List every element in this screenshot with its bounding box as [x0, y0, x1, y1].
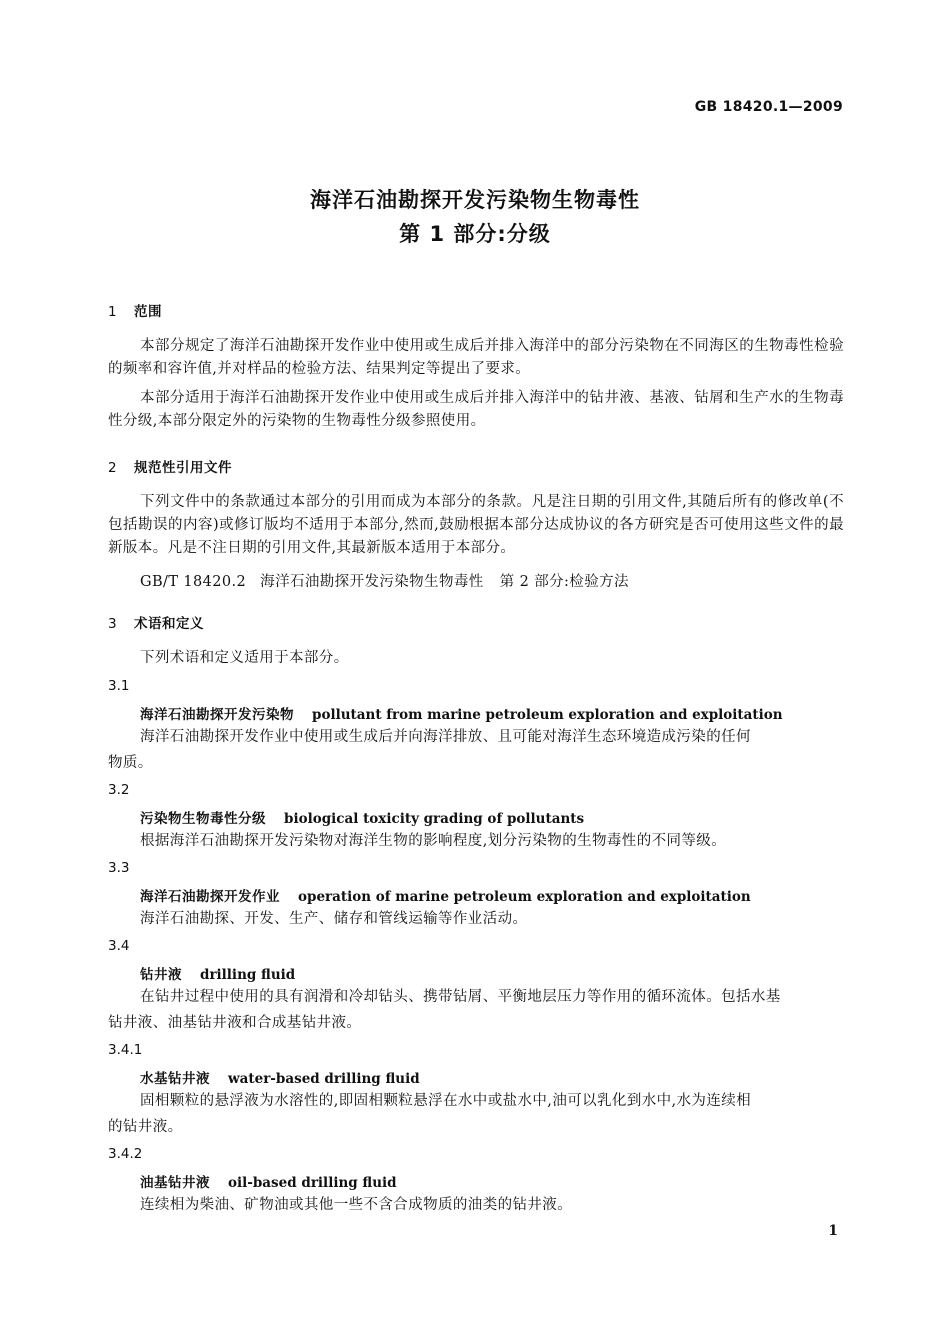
term-english: biological toxicity grading of pollutants	[284, 811, 585, 827]
standard-code: GB 18420.1—2009	[694, 99, 843, 115]
reference-code: GB/T 18420.2	[140, 574, 247, 590]
term-definition-line: 在钻井过程中使用的具有润滑和冷却钻头、携带钻屑、平衡地层压力等作用的循环流体。包括水基	[140, 989, 781, 1005]
section-title: 规范性引用文件	[134, 460, 232, 476]
clause-number: 3.1	[108, 678, 130, 694]
term-entry	[140, 807, 584, 827]
term-entry	[140, 963, 295, 983]
term-definition-line: 海洋石油勘探开发作业中使用或生成后并向海洋排放、且可能对海洋生态环境造成污染的任何	[140, 729, 751, 745]
term-definition-line: 海洋石油勘探、开发、生产、储存和管线运输等作业活动。	[140, 911, 528, 927]
term-entry	[140, 703, 783, 723]
term-entry	[140, 885, 751, 905]
term-english: drilling fluid	[200, 967, 296, 983]
term-definition-line: 的钻井液。	[108, 1119, 183, 1135]
section-number: 3	[108, 616, 118, 632]
term-english: pollutant from marine petroleum exploration and exploitation	[312, 707, 783, 723]
section-heading-references	[108, 456, 232, 476]
section-number: 2	[108, 460, 118, 476]
document-title-line2: 第 1 部分:分级	[399, 222, 551, 246]
scope-paragraph-1: 本部分规定了海洋石油勘探开发作业中使用或生成后并排入海洋中的部分污染物在不同海区的生物毒性检验的频率和容许值,并对样品的检验方法、结果判定等提出了要求。	[108, 338, 844, 377]
term-entry	[140, 1067, 420, 1087]
section-heading-scope	[108, 300, 162, 320]
section-title: 术语和定义	[134, 616, 204, 632]
term-definition-line: 根据海洋石油勘探开发污染物对海洋生物的影响程度,划分污染物的生物毒性的不同等级。	[140, 833, 727, 849]
term-chinese: 钻井液	[140, 967, 182, 983]
term-entry	[140, 1171, 397, 1191]
section-heading-terms	[108, 612, 204, 632]
term-definition-line: 连续相为柴油、矿物油或其他一些不含合成物质的油类的钻井液。	[140, 1197, 573, 1213]
references-paragraph: 下列文件中的条款通过本部分的引用而成为本部分的条款。凡是注日期的引用文件,其随后所有的修改单(不包括勘误的内容)或修订版均不适用于本部分,然而,鼓励根据本部分达成协议的各方研究是否可使用这些文件的最新版本。凡是不注日期的引用文件,其最新版本适用于本部分。	[108, 494, 844, 556]
term-chinese: 污染物生物毒性分级	[140, 811, 266, 827]
term-english: water-based drilling fluid	[228, 1071, 420, 1087]
clause-number: 3.4.2	[108, 1146, 143, 1162]
terms-intro: 下列术语和定义适用于本部分。	[140, 650, 349, 666]
page-number: 1	[828, 1223, 838, 1239]
clause-number: 3.2	[108, 782, 130, 798]
term-chinese: 油基钻井液	[140, 1175, 210, 1191]
section-title: 范围	[134, 304, 162, 320]
term-chinese: 海洋石油勘探开发污染物	[140, 707, 294, 723]
scope-paragraph-2: 本部分适用于海洋石油勘探开发作业中使用或生成后并排入海洋中的钻井液、基液、钻屑和生产水的生物毒性分级,本部分限定外的污染物的生物毒性分级参照使用。	[108, 390, 844, 429]
term-english: oil-based drilling fluid	[228, 1175, 397, 1191]
reference-title: 海洋石油勘探开发污染物生物毒性	[260, 574, 484, 590]
clause-number: 3.4.1	[108, 1042, 143, 1058]
clause-number: 3.3	[108, 860, 130, 876]
reference-entry	[140, 570, 629, 591]
term-definition-line: 钻井液、油基钻井液和合成基钻井液。	[108, 1015, 362, 1031]
document-title-line1: 海洋石油勘探开发污染物生物毒性	[310, 188, 640, 212]
term-definition-line: 固相颗粒的悬浮液为水溶性的,即固相颗粒悬浮在水中或盐水中,油可以乳化到水中,水为连续相	[140, 1093, 752, 1109]
term-chinese: 水基钻井液	[140, 1071, 210, 1087]
term-definition-line: 物质。	[108, 755, 153, 771]
reference-part: 第 2 部分:检验方法	[499, 574, 629, 590]
term-chinese: 海洋石油勘探开发作业	[140, 889, 280, 905]
section-number: 1	[108, 304, 118, 320]
clause-number: 3.4	[108, 938, 130, 954]
term-english: operation of marine petroleum exploration and exploitation	[298, 889, 751, 905]
